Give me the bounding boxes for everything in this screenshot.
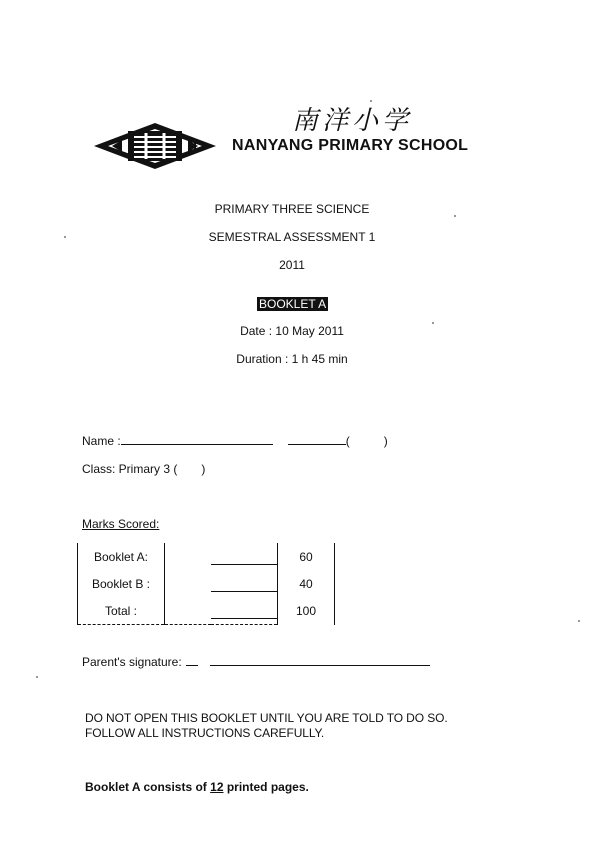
class-field bbox=[82, 462, 205, 476]
name-paren-open: ( bbox=[345, 434, 350, 448]
page-count-note bbox=[85, 780, 309, 794]
page-count: 12 bbox=[210, 780, 224, 794]
school-crest-logo bbox=[94, 121, 216, 176]
scan-speck bbox=[370, 100, 372, 102]
assessment-title: SEMESTRAL ASSESSMENT 1 bbox=[208, 230, 376, 244]
page-count-prefix: Booklet A consists of bbox=[85, 780, 207, 794]
booklet-label: BOOKLET A bbox=[259, 297, 327, 311]
name-line-2 bbox=[288, 434, 346, 445]
scan-speck bbox=[64, 236, 66, 238]
class-paren-close: ) bbox=[201, 462, 206, 476]
marks-row-label: Booklet A: bbox=[78, 543, 165, 570]
subject-title: PRIMARY THREE SCIENCE bbox=[214, 202, 370, 216]
parent-signature-field bbox=[82, 655, 430, 669]
table-row bbox=[78, 570, 335, 597]
class-label: Class: Primary 3 ( bbox=[82, 462, 178, 476]
scan-speck bbox=[36, 676, 38, 678]
year: 2011 bbox=[279, 258, 305, 272]
name-label: Name : bbox=[82, 434, 121, 448]
scan-speck bbox=[454, 215, 456, 217]
instruction-line-1: DO NOT OPEN THIS BOOKLET UNTIL YOU ARE TOLD TO DO SO. bbox=[85, 711, 448, 725]
name-paren-close: ) bbox=[383, 434, 388, 448]
max-marks: 60 bbox=[278, 543, 335, 570]
exam-date: Date : 10 May 2011 bbox=[240, 324, 344, 338]
scan-speck bbox=[432, 322, 434, 324]
table-row bbox=[78, 543, 335, 570]
table-row bbox=[78, 597, 335, 625]
signature-line-2 bbox=[210, 655, 430, 666]
marks-row-label: Total : bbox=[78, 597, 165, 625]
exam-duration: Duration : 1 h 45 min bbox=[236, 352, 348, 366]
signature-line-1 bbox=[186, 655, 198, 666]
score-box bbox=[211, 597, 278, 625]
max-marks: 100 bbox=[278, 597, 335, 625]
signature-label: Parent's signature: bbox=[82, 655, 182, 669]
school-name: NANYANG PRIMARY SCHOOL bbox=[232, 137, 469, 154]
score-box bbox=[211, 570, 278, 597]
max-marks: 40 bbox=[278, 570, 335, 597]
scan-speck bbox=[578, 620, 580, 622]
marks-heading: Marks Scored: bbox=[82, 517, 160, 531]
school-name-chinese: 南洋小学 bbox=[292, 106, 413, 136]
marks-row-label: Booklet B : bbox=[78, 570, 165, 597]
page-count-suffix: printed pages. bbox=[226, 780, 309, 794]
score-box bbox=[211, 543, 278, 570]
name-line-1 bbox=[121, 434, 273, 445]
name-field bbox=[82, 434, 388, 448]
instruction-line-2: FOLLOW ALL INSTRUCTIONS CAREFULLY. bbox=[85, 726, 325, 740]
marks-table bbox=[77, 543, 335, 625]
